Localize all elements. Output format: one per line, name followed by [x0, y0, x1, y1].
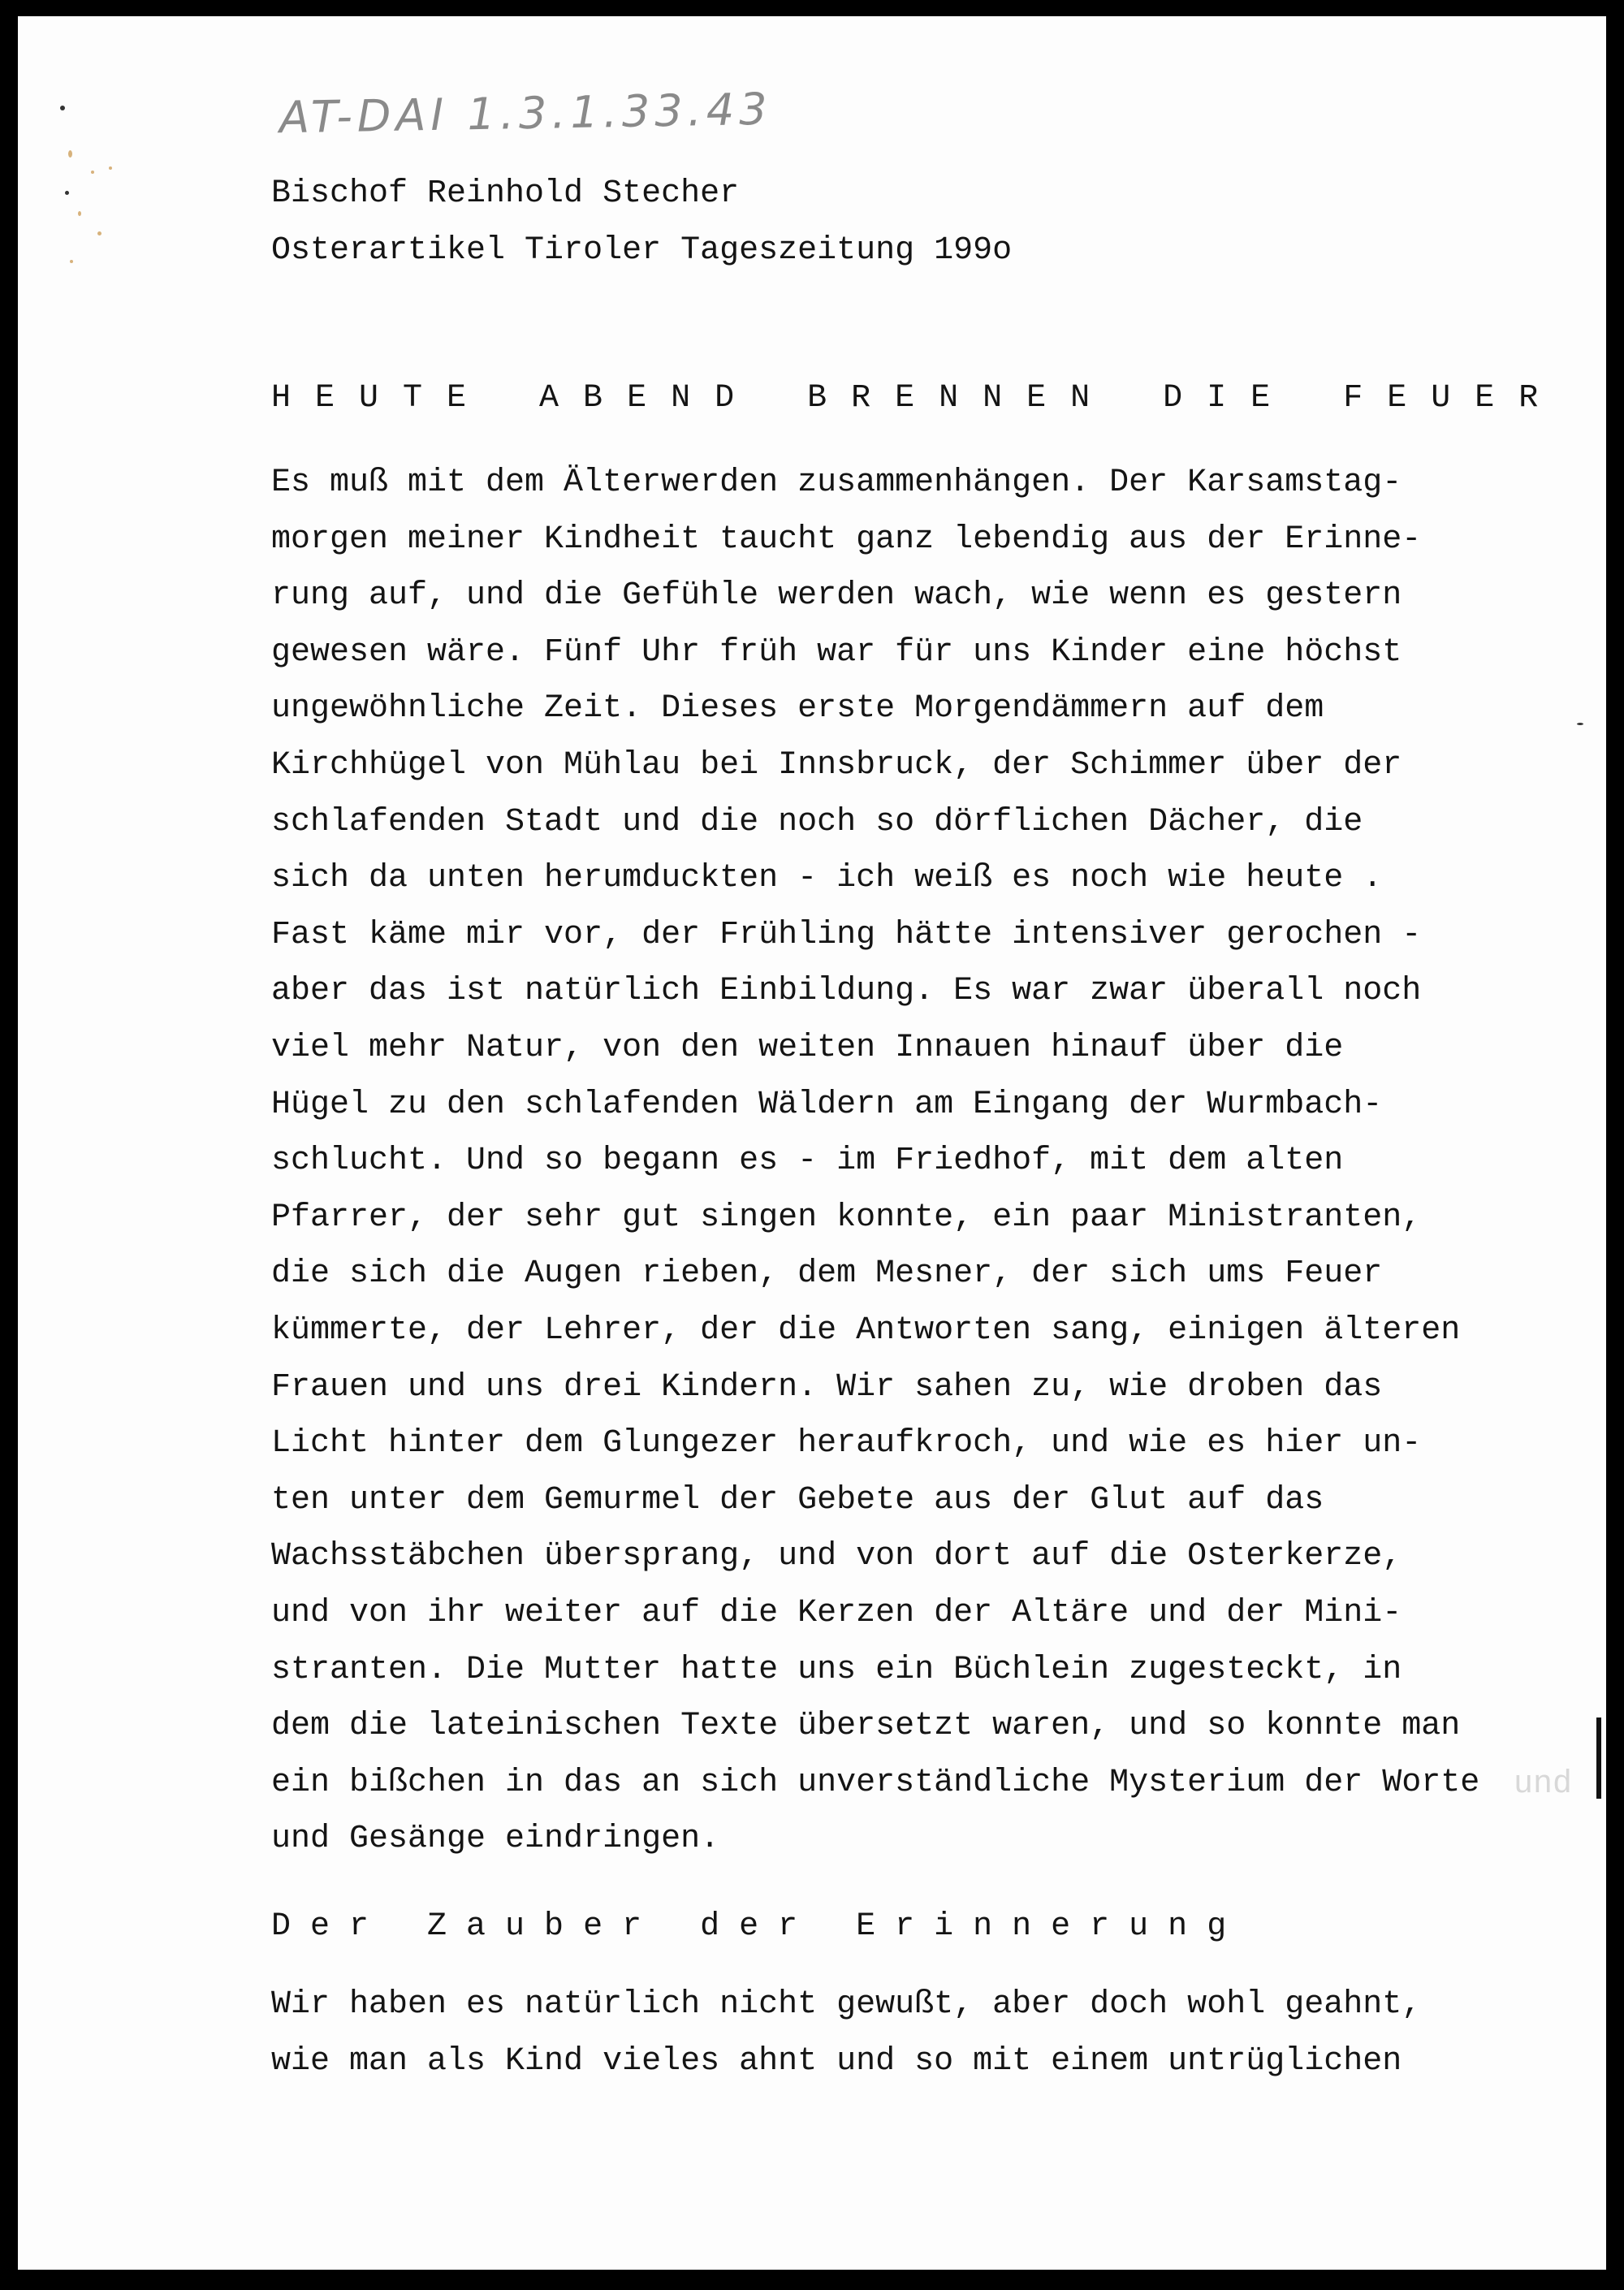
text-line: sich da unten herumduckten - ich weiß es noch wie heute .: [271, 860, 1383, 897]
paper-speck: [97, 231, 102, 235]
scan-edge-mark: [1596, 1718, 1601, 1799]
text-line: morgen meiner Kindheit taucht ganz lebendig aus der Erinne-: [271, 521, 1422, 558]
text-line: Wir haben es natürlich nicht gewußt, aber doch wohl geahnt,: [271, 1986, 1422, 2023]
text-line: kümmerte, der Lehrer, der die Antworten sang, einigen älteren: [271, 1312, 1461, 1349]
text-line: ten unter dem Gemurmel der Gebete aus der Glut auf das: [271, 1481, 1324, 1519]
subheading: D e r Z a u b e r d e r E r i n n e r u n g: [271, 1908, 1227, 1945]
text-line: und Gesänge eindringen.: [271, 1821, 720, 1858]
source-line: Osterartikel Tiroler Tageszeitung 199o: [271, 232, 1013, 269]
text-line: rung auf, und die Gefühle werden wach, wie wenn es gestern: [271, 577, 1402, 615]
text-line: Fast käme mir vor, der Frühling hätte intensiver gerochen -: [271, 916, 1422, 953]
text-line: ungewöhnliche Zeit. Dieses erste Morgendämmern auf dem: [271, 690, 1324, 728]
paper-speck: [91, 171, 94, 174]
text-line: Licht hinter dem Glungezer heraufkroch, und wie es hier un-: [271, 1425, 1422, 1463]
text-line: Kirchhügel von Mühlau bei Innsbruck, der Schimmer über der: [271, 747, 1402, 784]
text-line: schlucht. Und so begann es - im Friedhof, mit dem alten: [271, 1143, 1344, 1180]
text-line: die sich die Augen rieben, dem Mesner, der sich ums Feuer: [271, 1255, 1383, 1293]
text-line: ein bißchen in das an sich unverständliche Mysterium der Worte: [271, 1764, 1480, 1801]
text-line: gewesen wäre. Fünf Uhr früh war für uns Kinder eine höchst: [271, 633, 1402, 671]
paper-speck: [60, 106, 65, 110]
text-line: Wachsstäbchen übersprang, und von dort auf die Osterkerze,: [271, 1538, 1402, 1575]
text-line: wie man als Kind vieles ahnt und so mit einem untrüglichen: [271, 2042, 1402, 2080]
article-title: H E U T E A B E N D B R E N N E N D I E F E U E R: [271, 380, 1539, 417]
paper-speck: [65, 191, 69, 195]
text-line: stranten. Die Mutter hatte uns ein Büchlein zugesteckt, in: [271, 1651, 1402, 1688]
text-line: Es muß mit dem Älterwerden zusammenhängen. Der Karsamstag-: [271, 464, 1402, 501]
text-line: viel mehr Natur, von den weiten Innauen hinauf über die: [271, 1030, 1344, 1066]
paper-speck: [109, 166, 112, 170]
text-line: schlafenden Stadt und die noch so dörflichen Dächer, die: [271, 803, 1363, 840]
paper-speck: [78, 211, 81, 216]
document-page: [18, 16, 1606, 2270]
text-line: Pfarrer, der sehr gut singen konnte, ein paar Ministranten,: [271, 1199, 1422, 1236]
text-line: und von ihr weiter auf die Kerzen der Altäre und der Mini-: [271, 1595, 1402, 1631]
text-line: Frauen und uns drei Kindern. Wir sahen zu, wie droben das: [271, 1368, 1383, 1406]
paper-speck: [68, 150, 72, 158]
archive-signature: AT-DAI 1.3.1.33.43: [279, 83, 773, 144]
text-line: dem die lateinischen Texte übersetzt waren, und so konnte man: [271, 1708, 1461, 1745]
text-line: Hügel zu den schlafenden Wäldern am Eingang der Wurmbach-: [271, 1086, 1383, 1123]
faint-overstrike: und: [1514, 1766, 1573, 1803]
text-line: aber das ist natürlich Einbildung. Es war zwar überall noch: [271, 973, 1422, 1010]
paper-speck: [70, 260, 73, 263]
paper-speck: [1577, 723, 1583, 725]
author-line: Bischof Reinhold Stecher: [271, 175, 740, 212]
